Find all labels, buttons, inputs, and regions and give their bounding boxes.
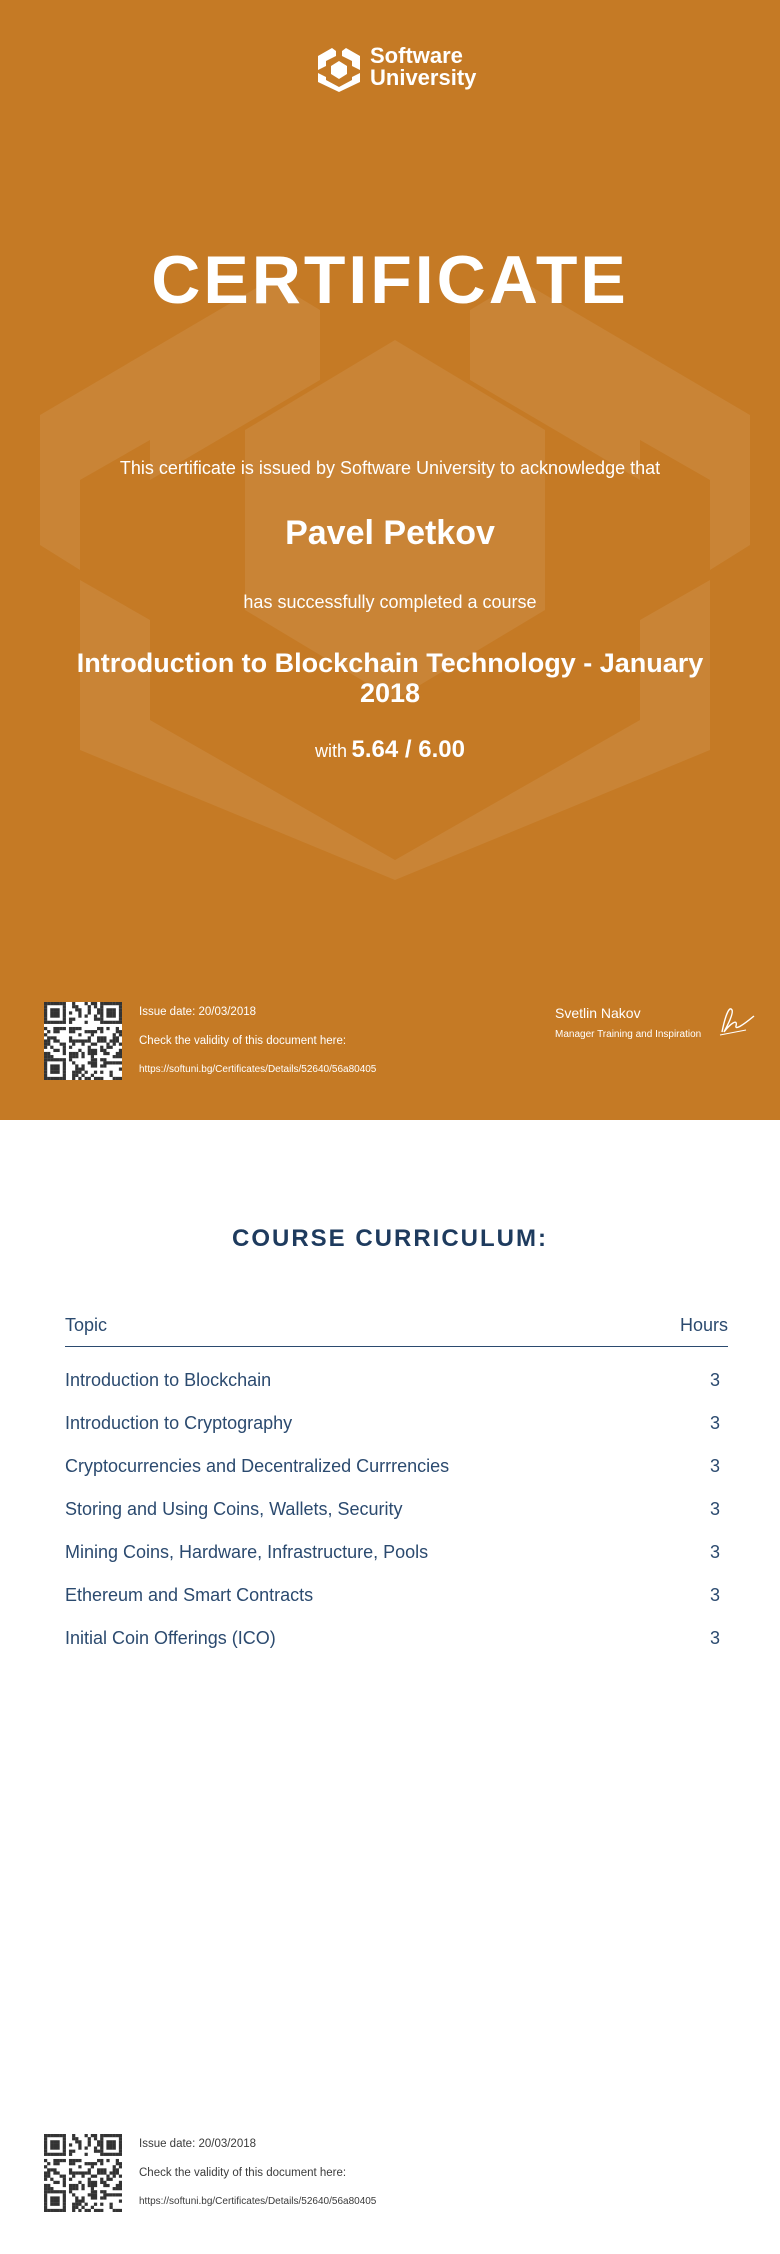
hours-cell: 3 — [709, 1370, 720, 1390]
topic-cell: Introduction to Blockchain — [65, 1370, 272, 1390]
table-row — [65, 1359, 728, 1402]
certificate-footer-info — [139, 1005, 376, 1092]
validity-link[interactable]: https://softuni.bg/Certificates/Details/52640/56a80405 — [139, 1064, 377, 1075]
brand-name-line2: University — [370, 65, 477, 90]
brand-logo — [314, 42, 476, 92]
topic-header: Topic — [65, 1315, 108, 1335]
certificate-title: CERTIFICATE — [151, 242, 629, 318]
table-row — [65, 1402, 728, 1445]
table-body — [65, 1359, 728, 1660]
completed-statement: has successfully completed a course — [243, 592, 537, 612]
grade-prefix: with — [315, 741, 348, 761]
qr-code-icon — [44, 2134, 122, 2212]
table-header — [65, 1308, 728, 1347]
signature-block — [555, 1004, 701, 1042]
topic-cell: Initial Coin Offerings (ICO) — [65, 1628, 276, 1648]
curriculum-title: COURSE CURRICULUM: — [232, 1225, 548, 1252]
hours-header: Hours — [679, 1315, 728, 1335]
topic-cell: Ethereum and Smart Contracts — [65, 1585, 314, 1605]
validity-text: Check the validity of this document here: — [139, 2167, 347, 2179]
validity-link[interactable]: https://softuni.bg/Certificates/Details/52640/56a80405 — [139, 2196, 377, 2207]
curriculum-table — [65, 1308, 728, 1660]
issue-date: Issue date: 20/03/2018 — [139, 2138, 257, 2150]
qr-code-icon — [44, 1002, 122, 1080]
recipient-name: Pavel Petkov — [285, 514, 495, 552]
table-row — [65, 1574, 728, 1617]
table-row — [65, 1531, 728, 1574]
course-name: Introduction to Blockchain Technology - January 2018 — [76, 648, 704, 708]
signer-role: Manager Training and Inspiration — [555, 1029, 702, 1040]
grade-value: 5.64 / 6.00 — [351, 736, 465, 763]
table-row — [65, 1445, 728, 1488]
hours-cell: 3 — [709, 1499, 720, 1519]
hours-cell: 3 — [709, 1585, 720, 1605]
topic-cell: Introduction to Cryptography — [65, 1413, 293, 1433]
issue-date: Issue date: 20/03/2018 — [139, 1006, 257, 1018]
softuni-logo-icon — [314, 42, 364, 92]
certificate-panel — [0, 0, 780, 1120]
hours-cell: 3 — [709, 1542, 720, 1562]
handwritten-signature-icon — [716, 1002, 756, 1038]
hours-cell: 3 — [709, 1456, 720, 1476]
page-footer-info — [139, 2137, 376, 2224]
topic-cell: Storing and Using Coins, Wallets, Security — [65, 1499, 403, 1519]
hours-cell: 3 — [709, 1413, 720, 1433]
issued-statement: This certificate is issued by Software University to acknowledge that — [119, 458, 661, 478]
grade-line — [0, 734, 780, 769]
brand-name-line1: Software — [370, 43, 463, 68]
signer-name: Svetlin Nakov — [555, 1005, 641, 1021]
hours-cell: 3 — [709, 1628, 720, 1648]
watermark-logo-icon — [40, 280, 750, 880]
validity-text: Check the validity of this document here: — [139, 1035, 347, 1047]
topic-cell: Cryptocurrencies and Decentralized Currrencies — [65, 1456, 450, 1476]
table-row — [65, 1617, 728, 1660]
table-row — [65, 1488, 728, 1531]
topic-cell: Mining Coins, Hardware, Infrastructure, Pools — [65, 1542, 429, 1562]
